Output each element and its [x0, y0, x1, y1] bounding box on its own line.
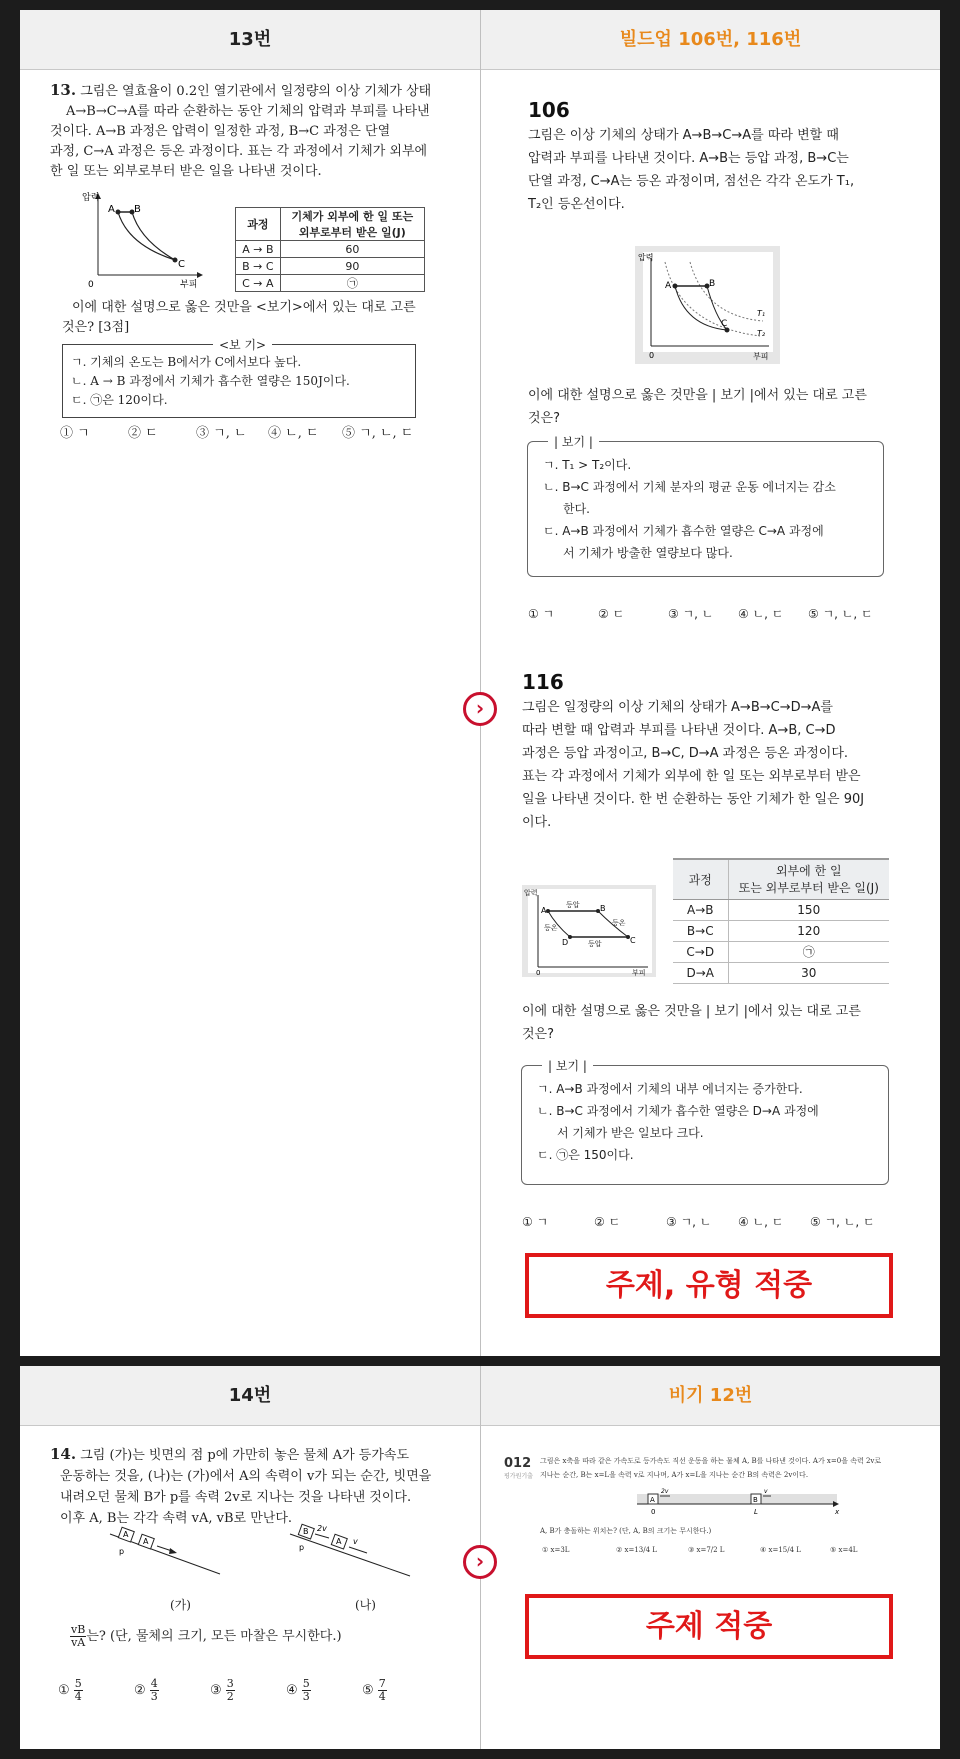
text-line: 그림 (가)는 빗면의 점 p에 가만히 놓은 물체 A가 등가속도: [80, 1448, 410, 1463]
table-header: 과정: [236, 208, 281, 241]
prompt-13: [62, 298, 462, 338]
bogi-item: ㄴ. B→C 과정에서 기체가 흡수한 열량은 D→A 과정에: [537, 1104, 819, 1118]
figure-caption: (가): [170, 1598, 191, 1612]
hit-badge: 주제, 유형 적중: [525, 1253, 893, 1318]
choice[interactable]: ① ㄱ: [60, 426, 90, 441]
incline-figure-a: [105, 1524, 235, 1594]
tick-label: 0: [651, 1508, 656, 1516]
question-106: [528, 98, 854, 216]
text-line: 과정, C→A 과정은 등온 과정이다. 표는 각 과정에서 기체가 외부에: [50, 144, 428, 159]
text-line: 지나는 순간, B는 x=L을 속력 v로 지나며, A가 x=L을 지나는 순간 B의 속력은 2v이다.: [540, 1471, 809, 1479]
question-number: 116: [522, 670, 564, 694]
choices-116: [522, 1213, 875, 1230]
text-line: 단열 과정, C→A는 등온 과정이며, 점선은 각각 온도가 T₁,: [528, 174, 855, 189]
table-header: 기체가 외부에 한 일 또는: [291, 210, 414, 223]
table-cell: D→A: [673, 962, 728, 983]
table-cell: B → C: [236, 258, 281, 275]
comparison-card-1: [20, 10, 940, 1356]
choice-mark: ⑤: [362, 1683, 374, 1698]
bogi-item: ㄱ. 기체의 온도는 B에서가 C에서보다 높다.: [71, 355, 302, 369]
bogi-label: | 보기 |: [548, 433, 599, 450]
question-number: 012: [504, 1456, 532, 1471]
question-number: 13.: [50, 81, 77, 99]
fraction-numerator: 3: [226, 1677, 234, 1690]
left-header: 13번: [228, 29, 272, 50]
pv-graph-116: [522, 885, 656, 977]
table-cell: C → A: [236, 275, 281, 292]
fraction-denominator: 3: [302, 1690, 310, 1703]
text-line: 그림은 이상 기체의 상태가 A→B→C→A를 따라 변할 때: [528, 128, 839, 143]
point-label: A: [541, 906, 547, 915]
fraction-numerator: 5: [302, 1677, 310, 1690]
choice[interactable]: ④ ㄴ, ㄷ: [738, 1215, 784, 1229]
comparison-card-2: [20, 1366, 940, 1749]
bogi-box-116: [521, 1059, 889, 1185]
origin-label: 0: [649, 351, 655, 360]
point-label: C: [178, 259, 185, 270]
chevron-right-icon: ›: [463, 1545, 497, 1579]
table-header: 외부로부터 받은 일(J): [298, 226, 406, 239]
choice-mark: ③: [210, 1683, 222, 1698]
choice[interactable]: ① ㄱ: [528, 607, 555, 621]
fraction-numerator: 4: [150, 1677, 158, 1690]
text-line: 이다.: [522, 815, 552, 830]
block-label: A: [123, 1530, 129, 1539]
table-header: 외부에 한 일: [775, 864, 842, 879]
point-label: B: [600, 904, 606, 913]
question-116: [522, 670, 864, 834]
text-line: 것은? [3점]: [62, 320, 130, 335]
choices-106: [528, 605, 873, 622]
table-header: 과정: [673, 859, 728, 899]
table-13: [235, 207, 425, 292]
prompt-106: [528, 384, 867, 430]
column-divider: [480, 10, 481, 1356]
bogi-label: | 보기 |: [542, 1057, 593, 1074]
point-label: C: [721, 319, 728, 329]
bogi-item: ㄴ. B→C 과정에서 기체 분자의 평균 운동 에너지는 감소: [543, 480, 836, 494]
choice[interactable]: ⑤ ㄱ, ㄴ, ㄷ: [342, 426, 414, 441]
choice[interactable]: ④ x=15/4 L: [760, 1546, 801, 1554]
text-line: 그림은 x축을 따라 같은 가속도로 등가속도 직선 운동을 하는 물체 A, B를 나타낸 것이다. A가 x=0을 속력 2v로: [540, 1457, 882, 1465]
choice[interactable]: ③ ㄱ, ㄴ: [196, 426, 247, 441]
text-line: T₂인 등온선이다.: [528, 197, 625, 212]
bogi-item: ㄴ. A → B 과정에서 기체가 흡수한 열량은 150J이다.: [71, 374, 350, 388]
table-cell: 60: [280, 241, 424, 258]
choice[interactable]: ④ ㄴ, ㄷ: [268, 426, 319, 441]
text-line: 과정은 등압 과정이고, B→C, D→A 과정은 등온 과정이다.: [522, 746, 849, 761]
choice-mark: ①: [58, 1683, 70, 1698]
question-number: 14.: [50, 1445, 77, 1463]
point-label: A: [108, 204, 115, 215]
text-line: 이후 A, B는 각각 속력 vA, vB로 만난다.: [60, 1511, 293, 1526]
table-header: 또는 외부로부터 받은 일(J): [738, 881, 879, 896]
table-cell: 120: [728, 920, 889, 941]
choice[interactable]: ③ ㄱ, ㄴ: [668, 607, 714, 621]
point-label: B: [709, 279, 716, 289]
point-label: B: [134, 204, 141, 215]
choice[interactable]: ① x=3L: [542, 1546, 570, 1554]
block-label: B: [303, 1527, 309, 1536]
y-axis-label: 압력: [638, 253, 654, 262]
bogi-label: <보 기>: [213, 336, 272, 353]
process-label: 등압: [588, 940, 602, 948]
point-label: A: [665, 281, 672, 291]
choice[interactable]: ② x=13/4 L: [616, 1546, 657, 1554]
table-cell: A → B: [236, 241, 281, 258]
bogi-item: 한다.: [563, 502, 590, 516]
table-cell: ㉠: [728, 941, 889, 962]
text-line: 그림은 열효율이 0.2인 열기관에서 일정량의 이상 기체가 상태: [80, 84, 432, 99]
process-label: 등압: [566, 901, 580, 909]
choices-012: [542, 1546, 857, 1554]
velocity-label: v: [764, 1488, 768, 1495]
prompt-116: [522, 1000, 861, 1046]
ratio-fraction: [70, 1624, 86, 1649]
block-label: B: [753, 1496, 758, 1504]
right-header: 빌드업 106번, 116번: [619, 29, 802, 50]
table-116: [673, 858, 889, 984]
figure-caption: (나): [355, 1598, 376, 1612]
process-label: 등온: [544, 924, 558, 932]
text-line: 표는 각 과정에서 기체가 외부에 한 일 또는 외부로부터 받은: [522, 769, 861, 784]
table-cell: 150: [728, 899, 889, 920]
choice[interactable]: ⑤ ㄱ, ㄴ, ㄷ: [808, 607, 873, 621]
fraction-denominator: 3: [150, 1690, 158, 1703]
source-tag: 평가원기출: [504, 1473, 533, 1480]
point-label: D: [562, 938, 569, 947]
choice[interactable]: ② ㄷ: [128, 426, 158, 441]
bogi-item: ㄱ. A→B 과정에서 기체의 내부 에너지는 증가한다.: [537, 1082, 803, 1096]
choice[interactable]: [58, 1678, 134, 1703]
bogi-item: 서 기체가 방출한 열량보다 많다.: [563, 546, 733, 560]
x-axis-label: 부피: [753, 352, 769, 361]
table-cell: 30: [728, 962, 889, 983]
text-line: 것이다. A→B 과정은 압력이 일정한 과정, B→C 과정은 단열: [50, 124, 391, 139]
y-axis-label: 압력: [82, 193, 100, 203]
choice[interactable]: [286, 1678, 362, 1703]
hit-badge: 주제 적중: [525, 1594, 893, 1659]
x-axis-label: 부피: [632, 969, 646, 977]
text-line: 운동하는 것을, (나)는 (가)에서 A의 속력이 v가 되는 순간, 빗면을: [60, 1469, 432, 1484]
choices-13: [60, 422, 413, 441]
velocity-label: v: [353, 1537, 358, 1546]
fraction-denominator: 4: [378, 1690, 386, 1703]
choice-mark: ④: [286, 1683, 298, 1698]
bogi-box-13: [62, 338, 416, 418]
choice[interactable]: ① ㄱ: [522, 1215, 549, 1229]
text-line: 이에 대한 설명으로 옳은 것만을 | 보기 |에서 있는 대로 고른: [522, 1004, 861, 1019]
fraction-numerator: 5: [74, 1677, 82, 1690]
point-label: C: [630, 936, 636, 945]
choices-14: [58, 1678, 387, 1703]
point-label: p: [119, 1547, 125, 1556]
text-line: 그림은 일정량의 이상 기체의 상태가 A→B→C→D→A를: [522, 700, 833, 715]
origin-label: 0: [88, 280, 94, 290]
process-label: 등온: [612, 919, 626, 927]
text-line: 따라 변할 때 압력과 부피를 나타낸 것이다. A→B, C→D: [522, 723, 836, 738]
fraction-numerator: vB: [71, 1623, 86, 1636]
choice[interactable]: [210, 1678, 286, 1703]
table-cell: B→C: [673, 920, 728, 941]
text-line: 것은?: [528, 411, 561, 426]
choice[interactable]: ⑤ x=4L: [830, 1546, 858, 1554]
y-axis-label: 압력: [524, 889, 538, 897]
fraction-denominator: vA: [71, 1636, 86, 1649]
choice[interactable]: [134, 1678, 210, 1703]
right-header: 비기 12번: [668, 1385, 753, 1406]
x-axis-figure: [635, 1486, 855, 1518]
left-header: 14번: [228, 1385, 272, 1406]
question-14-ask: [70, 1624, 342, 1649]
tick-label: L: [754, 1508, 758, 1516]
axis-label: x: [835, 1508, 840, 1516]
text-line: A→B→C→A를 따라 순환하는 동안 기체의 압력과 부피를 나타낸: [66, 104, 430, 119]
bogi-item: 서 기체가 받은 일보다 크다.: [557, 1126, 704, 1140]
question-13: [50, 80, 450, 182]
choice[interactable]: ③ x=7/2 L: [688, 1546, 725, 1554]
velocity-label: 2v: [661, 1488, 669, 1495]
bogi-item: ㄱ. T₁ > T₂이다.: [543, 458, 632, 472]
text-line: 이에 대한 설명으로 옳은 것만을 | 보기 |에서 있는 대로 고른: [528, 388, 867, 403]
question-text: 는? (단, 물체의 크기, 모든 마찰은 무시한다.): [86, 1629, 342, 1644]
pv-graph-13: [80, 190, 210, 290]
fraction-denominator: 4: [74, 1690, 82, 1703]
table-cell: A→B: [673, 899, 728, 920]
x-axis-label: 부피: [180, 280, 198, 290]
text-line: 한 일 또는 외부로부터 받은 일을 나타낸 것이다.: [50, 164, 322, 179]
text-line: 것은?: [522, 1027, 555, 1042]
velocity-label: 2v: [317, 1524, 327, 1533]
bogi-item: ㄷ. A→B 과정에서 기체가 흡수한 열량은 C→A 과정에: [543, 524, 824, 538]
block-label: A: [143, 1537, 149, 1546]
bogi-item: ㄷ. ㉠은 120이다.: [71, 393, 168, 407]
isotherm-label: T₁: [757, 309, 766, 318]
incline-figure-b: [285, 1516, 425, 1586]
block-label: A: [650, 1496, 655, 1504]
choice[interactable]: ③ ㄱ, ㄴ: [666, 1215, 712, 1229]
choice[interactable]: ⑤ ㄱ, ㄴ, ㄷ: [810, 1215, 875, 1229]
question-012: [504, 1456, 533, 1480]
text-line: 압력과 부피를 나타낸 것이다. A→B는 등압 과정, B→C는: [528, 151, 849, 166]
text-line: 일을 나타낸 것이다. 한 번 순환하는 동안 기체가 한 일은 90J: [522, 792, 865, 807]
origin-label: 0: [536, 969, 541, 977]
text-line: 내려오던 물체 B가 p를 속력 2v로 지나는 것을 나타낸 것이다.: [60, 1490, 412, 1505]
isotherm-label: T₂: [757, 329, 766, 338]
choice-mark: ②: [134, 1683, 146, 1698]
fraction-numerator: 7: [378, 1677, 386, 1690]
block-label: A: [336, 1537, 342, 1546]
bogi-item: ㄷ. ㉠은 150이다.: [537, 1148, 634, 1162]
point-label: p: [299, 1543, 305, 1552]
table-cell: ㉠: [280, 275, 424, 292]
choice[interactable]: ② ㄷ: [598, 607, 625, 621]
chevron-right-icon: ›: [463, 692, 497, 726]
choice[interactable]: ② ㄷ: [594, 1215, 621, 1229]
table-cell: C→D: [673, 941, 728, 962]
question-number: 106: [528, 98, 570, 122]
table-cell: 90: [280, 258, 424, 275]
question-012-text: [540, 1454, 881, 1482]
text-line: 이에 대한 설명으로 옳은 것만을 <보기>에서 있는 대로 고른: [72, 300, 416, 315]
pv-graph-106: [635, 246, 780, 364]
fraction-denominator: 2: [226, 1690, 234, 1703]
bogi-box-106: [527, 435, 884, 577]
choice[interactable]: ④ ㄴ, ㄷ: [738, 607, 784, 621]
question-text: A, B가 충돌하는 위치는? (단, A, B의 크기는 무시한다.): [540, 1527, 712, 1535]
choice[interactable]: [362, 1678, 387, 1703]
